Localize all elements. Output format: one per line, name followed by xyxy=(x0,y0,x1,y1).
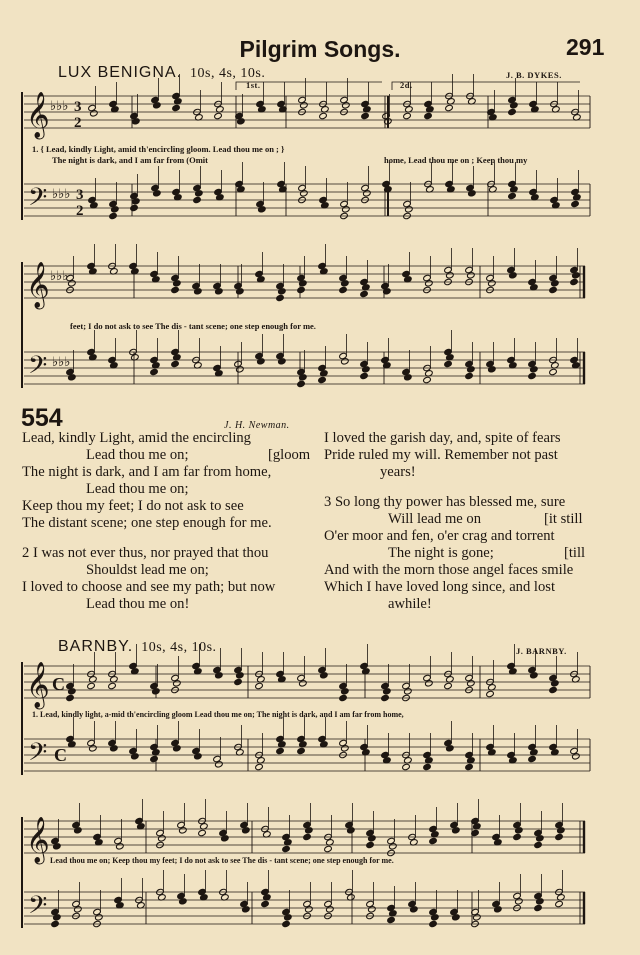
lyric-line: Lead thou me on; Keep thou my feet; I do not ask to see The dis - tant scene; one step enough for me. xyxy=(50,856,394,865)
svg-text:C: C xyxy=(54,745,67,765)
svg-text:2: 2 xyxy=(76,203,84,219)
verse-line: The distant scene; one step enough for me. xyxy=(22,515,272,531)
note-head xyxy=(402,763,411,770)
note-head xyxy=(555,833,564,840)
page-number: 291 xyxy=(566,34,605,60)
verse-line: years! xyxy=(380,464,416,480)
note-head xyxy=(429,837,438,844)
svg-text:𝄢: 𝄢 xyxy=(28,351,48,386)
lyric-line: 1. { Lead, kindly Light, amid th'encircling gloom. Lead thou me on ; } xyxy=(32,144,285,154)
verse-line: Shouldst lead me on; xyxy=(86,562,209,578)
note-head xyxy=(423,763,432,770)
note-head xyxy=(465,763,474,770)
note-head xyxy=(130,204,139,211)
note-head xyxy=(381,694,390,701)
verse-line: I loved the garish day, and, spite of fears xyxy=(324,430,561,446)
verse-line: And with the morn those angel faces smile xyxy=(324,562,574,578)
note-head xyxy=(51,920,60,927)
note-head xyxy=(465,372,474,379)
note-head xyxy=(282,920,291,927)
verse-line: Lead, kindly Light, amid the encircling xyxy=(22,430,251,446)
staff-system3-treble xyxy=(24,666,590,698)
staff-system1-bass xyxy=(24,184,590,216)
tune-meter: 10s, 4s, 10s. xyxy=(141,640,217,655)
note-head xyxy=(297,286,306,293)
svg-text:♭♭♭: ♭♭♭ xyxy=(52,187,71,202)
svg-text:𝄞: 𝄞 xyxy=(26,817,50,863)
svg-text:2: 2 xyxy=(74,115,82,131)
verse-line: 3 So long thy power has blessed me, sure xyxy=(324,494,566,510)
note-head xyxy=(549,686,558,693)
svg-text:𝄢: 𝄢 xyxy=(28,183,48,218)
tune-meter: 10s, 4s, 10s. xyxy=(190,66,266,81)
note-head xyxy=(424,112,433,119)
verse-column-left xyxy=(22,430,311,613)
note-head xyxy=(297,747,306,754)
composer: J. B. DYKES. xyxy=(506,70,562,80)
verse-line: I loved to choose and see my path; but now xyxy=(22,579,276,595)
tune-heading xyxy=(58,638,217,656)
verse-line: The night is gone; [till xyxy=(388,545,586,561)
svg-text:♭♭♭: ♭♭♭ xyxy=(50,99,69,114)
verse-line-continuation: [till xyxy=(564,545,586,561)
note-head xyxy=(66,694,75,701)
page-title: Pilgrim Songs. xyxy=(239,36,401,62)
verse-line: 2 I was not ever thus, nor prayed that thou xyxy=(22,545,269,561)
svg-text:3: 3 xyxy=(74,99,82,115)
svg-text:𝄢: 𝄢 xyxy=(28,891,48,926)
note-head xyxy=(513,833,522,840)
svg-text:♭♭♭: ♭♭♭ xyxy=(50,269,69,284)
verse-line: awhile! xyxy=(388,596,432,612)
note-head xyxy=(534,841,543,848)
note-head xyxy=(276,294,285,301)
note-head xyxy=(319,112,328,119)
note-head xyxy=(172,104,181,111)
note-head xyxy=(297,380,306,387)
note-head xyxy=(87,682,96,689)
svg-text:3: 3 xyxy=(76,187,84,203)
first-ending-label: 1st. xyxy=(246,80,261,90)
composer: J. BARNBY. xyxy=(516,646,567,656)
lyric-line: home, Lead thou me on ; Keep thou my xyxy=(384,155,528,165)
verse-line-continuation: [gloom xyxy=(268,447,311,463)
svg-text:𝄞: 𝄞 xyxy=(26,262,50,308)
note-head xyxy=(234,678,243,685)
note-head xyxy=(429,920,438,927)
note-head xyxy=(282,845,291,852)
note-head xyxy=(534,904,543,911)
note-head xyxy=(255,682,264,689)
verse-line: Lead thou me on; xyxy=(86,481,189,497)
verse-line: Pride ruled my will. Remember not past xyxy=(324,447,558,463)
note-head xyxy=(108,682,117,689)
note-head xyxy=(171,286,180,293)
svg-text:𝄞: 𝄞 xyxy=(26,662,50,708)
svg-text:𝄞: 𝄞 xyxy=(26,92,50,138)
verse-line: Will lead me on [it still xyxy=(388,511,583,527)
note-head xyxy=(361,112,370,119)
note-head xyxy=(171,360,180,367)
note-head xyxy=(486,690,495,697)
verse-line: Keep thou my feet; I do not ask to see xyxy=(22,498,244,514)
note-head xyxy=(261,900,270,907)
lyric-line: The night is dark, and I am far from (Omit xyxy=(52,155,209,165)
note-head xyxy=(570,278,579,285)
hymn-author: J. H. Newman. xyxy=(224,420,290,431)
note-head xyxy=(150,368,159,375)
note-head xyxy=(528,372,537,379)
verse-line: O'er moor and fen, o'er crag and torrent xyxy=(324,528,555,544)
svg-text:C: C xyxy=(52,674,65,694)
tune-name: LUX BENIGNA. xyxy=(58,64,183,81)
staff-system1-treble xyxy=(24,96,590,128)
note-head xyxy=(549,368,558,375)
tune-heading xyxy=(58,64,265,82)
note-head xyxy=(109,212,118,219)
note-head xyxy=(387,916,396,923)
note-head xyxy=(528,755,537,762)
note-head xyxy=(318,376,327,383)
note-head xyxy=(366,841,375,848)
verse-line: The night is dark, and I am far from home, xyxy=(22,464,272,480)
verse-column-right xyxy=(324,430,586,613)
note-head xyxy=(214,112,223,119)
note-head xyxy=(508,192,517,199)
verse-line: Lead thou me on; [gloom xyxy=(86,447,311,463)
note-head xyxy=(303,833,312,840)
note-head xyxy=(571,200,580,207)
note-head xyxy=(150,755,159,762)
svg-text:♭♭♭: ♭♭♭ xyxy=(52,355,71,370)
verse-line: Which I have loved long since, and lost xyxy=(324,579,556,595)
note-head xyxy=(339,694,348,701)
note-head xyxy=(508,108,517,115)
second-ending-label: 2d. xyxy=(400,80,413,90)
verse-line: Lead thou me on! xyxy=(86,596,190,612)
note-head xyxy=(445,104,454,111)
hymn-number: 554 xyxy=(21,404,63,432)
lyric-line: feet; I do not ask to see The dis - tant scene; one step enough for me. xyxy=(70,321,316,331)
note-head xyxy=(423,376,432,383)
note-head xyxy=(444,682,453,689)
note-head xyxy=(339,286,348,293)
note-head xyxy=(276,747,285,754)
note-head xyxy=(360,372,369,379)
note-head xyxy=(255,763,264,770)
note-head xyxy=(360,290,369,297)
note-head xyxy=(403,112,412,119)
verse-line-continuation: [it still xyxy=(544,511,583,527)
tune-name: BARNBY. xyxy=(58,638,134,655)
svg-text:𝄢: 𝄢 xyxy=(28,738,48,773)
note-head xyxy=(549,286,558,293)
note-head xyxy=(444,360,453,367)
note-head xyxy=(324,845,333,852)
note-head xyxy=(198,829,207,836)
note-head xyxy=(555,900,564,907)
note-head xyxy=(193,196,202,203)
lyric-line: 1. Lead, kindly light, a-mid th'encircling gloom Lead thou me on; The night is dark, and I am far from home, xyxy=(32,710,404,719)
